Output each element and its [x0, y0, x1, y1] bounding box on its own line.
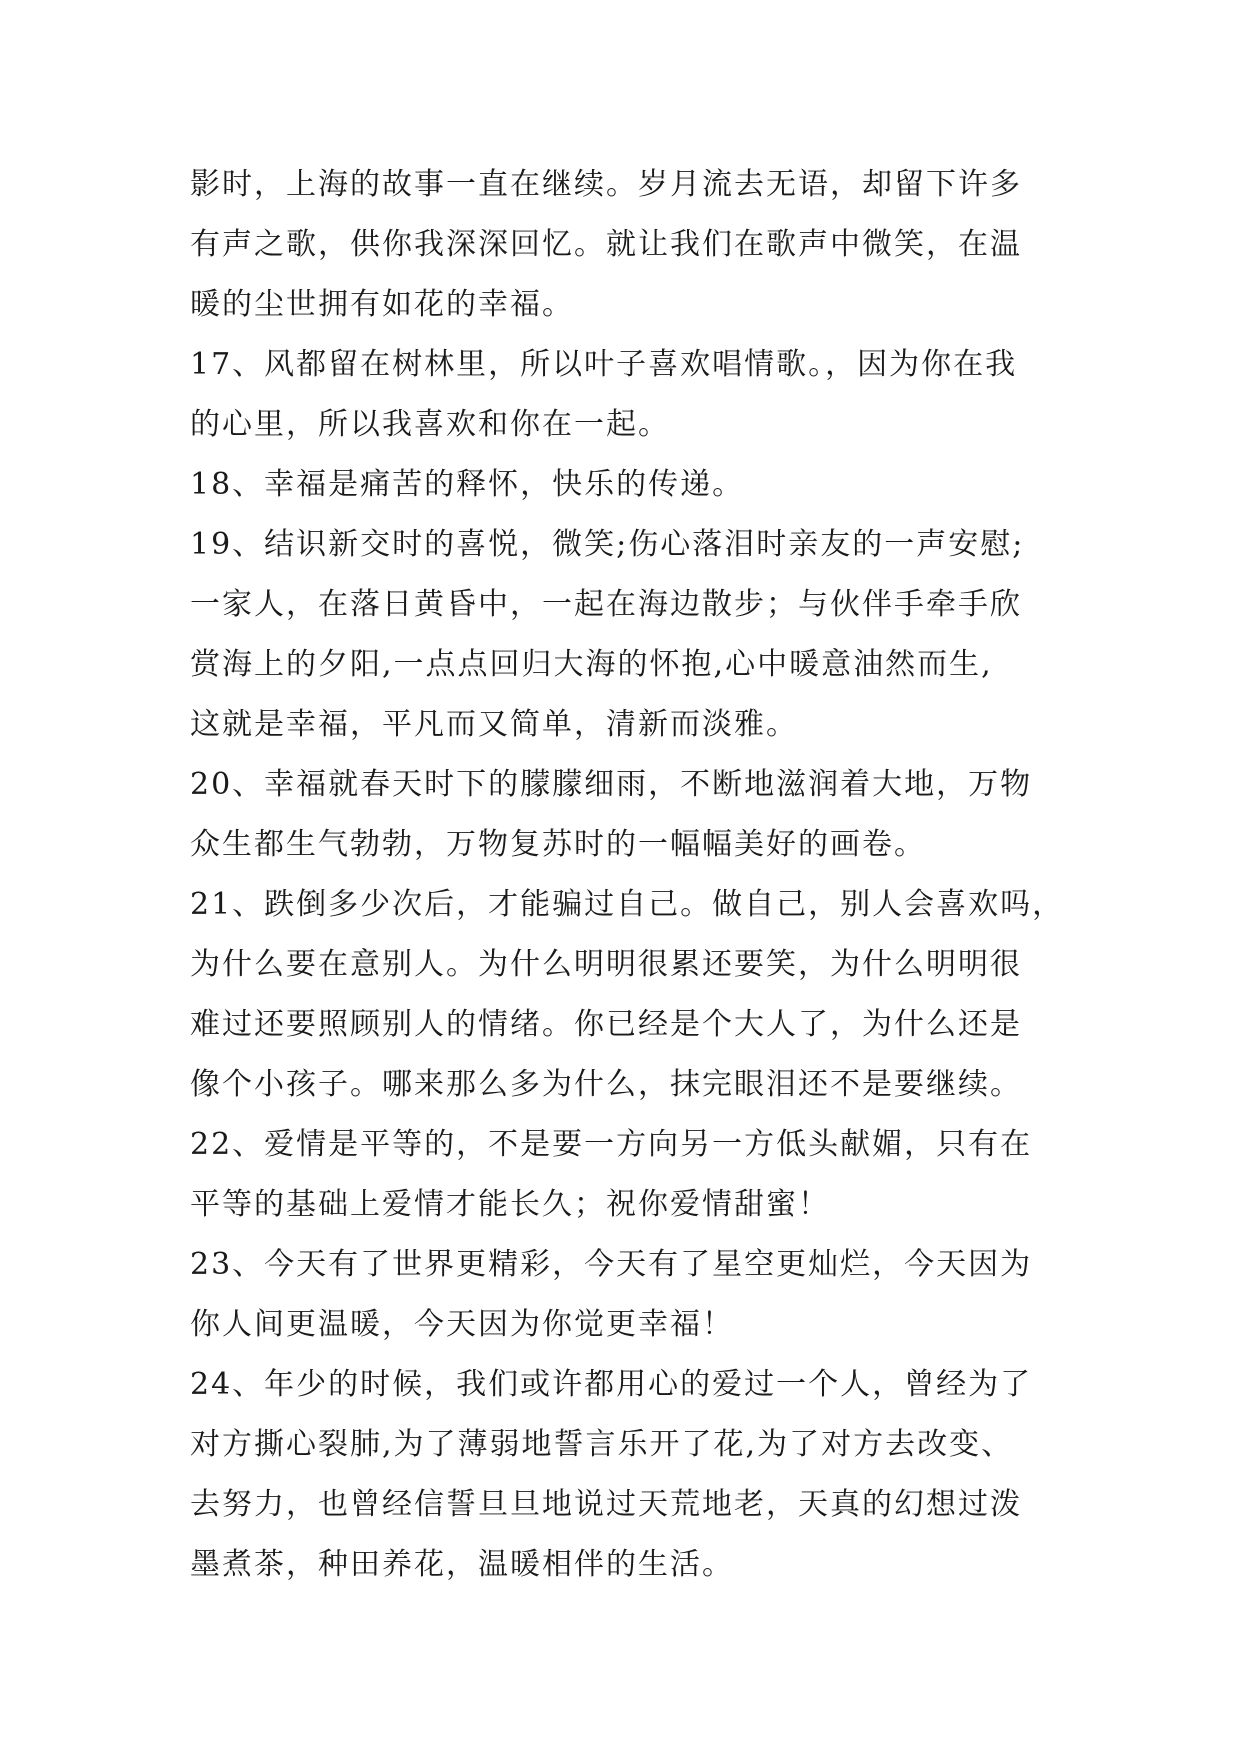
- text-line: 为什么要在意别人。为什么明明很累还要笑，为什么明明很: [190, 947, 1022, 982]
- text-line: 像个小孩子。哪来那么多为什么，抹完眼泪还不是要继续。: [190, 1067, 1022, 1102]
- document-body: [190, 155, 1070, 1595]
- text-line: 暖的尘世拥有如花的幸福。: [190, 287, 574, 322]
- text-line: 20、幸福就春天时下的朦朦细雨，不断地滋润着大地，万物: [190, 767, 1033, 802]
- text-line: 一家人，在落日黄昏中，一起在海边散步；与伙伴手牵手欣: [190, 587, 1022, 622]
- text-line: 赏海上的夕阳,一点点回归大海的怀抱,心中暖意油然而生,: [190, 647, 993, 682]
- text-line: 平等的基础上爱情才能长久；祝你爱情甜蜜！: [190, 1187, 830, 1222]
- text-line: 这就是幸福，平凡而又简单，清新而淡雅。: [190, 707, 798, 742]
- text-line: 对方撕心裂肺,为了薄弱地誓言乐开了花,为了对方去改变、: [190, 1427, 1014, 1462]
- text-line: 影时，上海的故事一直在继续。岁月流去无语，却留下许多: [190, 167, 1022, 202]
- text-line: 有声之歌，供你我深深回忆。就让我们在歌声中微笑，在温: [190, 227, 1022, 262]
- text-line: 24、年少的时候，我们或许都用心的爱过一个人，曾经为了: [190, 1367, 1033, 1402]
- text-line: 18、幸福是痛苦的释怀，快乐的传递。: [190, 467, 745, 502]
- text-line: 的心里，所以我喜欢和你在一起。: [190, 407, 670, 442]
- text-line: 22、爱情是平等的，不是要一方向另一方低头献媚，只有在: [190, 1127, 1033, 1162]
- text-line: 你人间更温暖，今天因为你觉更幸福！: [190, 1307, 734, 1342]
- text-line: 众生都生气勃勃，万物复苏时的一幅幅美好的画卷。: [190, 827, 926, 862]
- text-line: 去努力，也曾经信誓旦旦地说过天荒地老，天真的幻想过泼: [190, 1487, 1022, 1522]
- text-line: 21、跌倒多少次后，才能骗过自己。做自己，别人会喜欢吗，: [190, 887, 1065, 922]
- text-line: 墨煮茶，种田养花，温暖相伴的生活。: [190, 1547, 734, 1582]
- text-line: 19、结识新交时的喜悦，微笑;伤心落泪时亲友的一声安慰;: [190, 527, 1025, 562]
- text-line: 23、今天有了世界更精彩，今天有了星空更灿烂，今天因为: [190, 1247, 1033, 1282]
- text-line: 难过还要照顾别人的情绪。你已经是个大人了，为什么还是: [190, 1007, 1022, 1042]
- text-line: 17、风都留在树林里，所以叶子喜欢唱情歌。，因为你在我: [190, 347, 1018, 382]
